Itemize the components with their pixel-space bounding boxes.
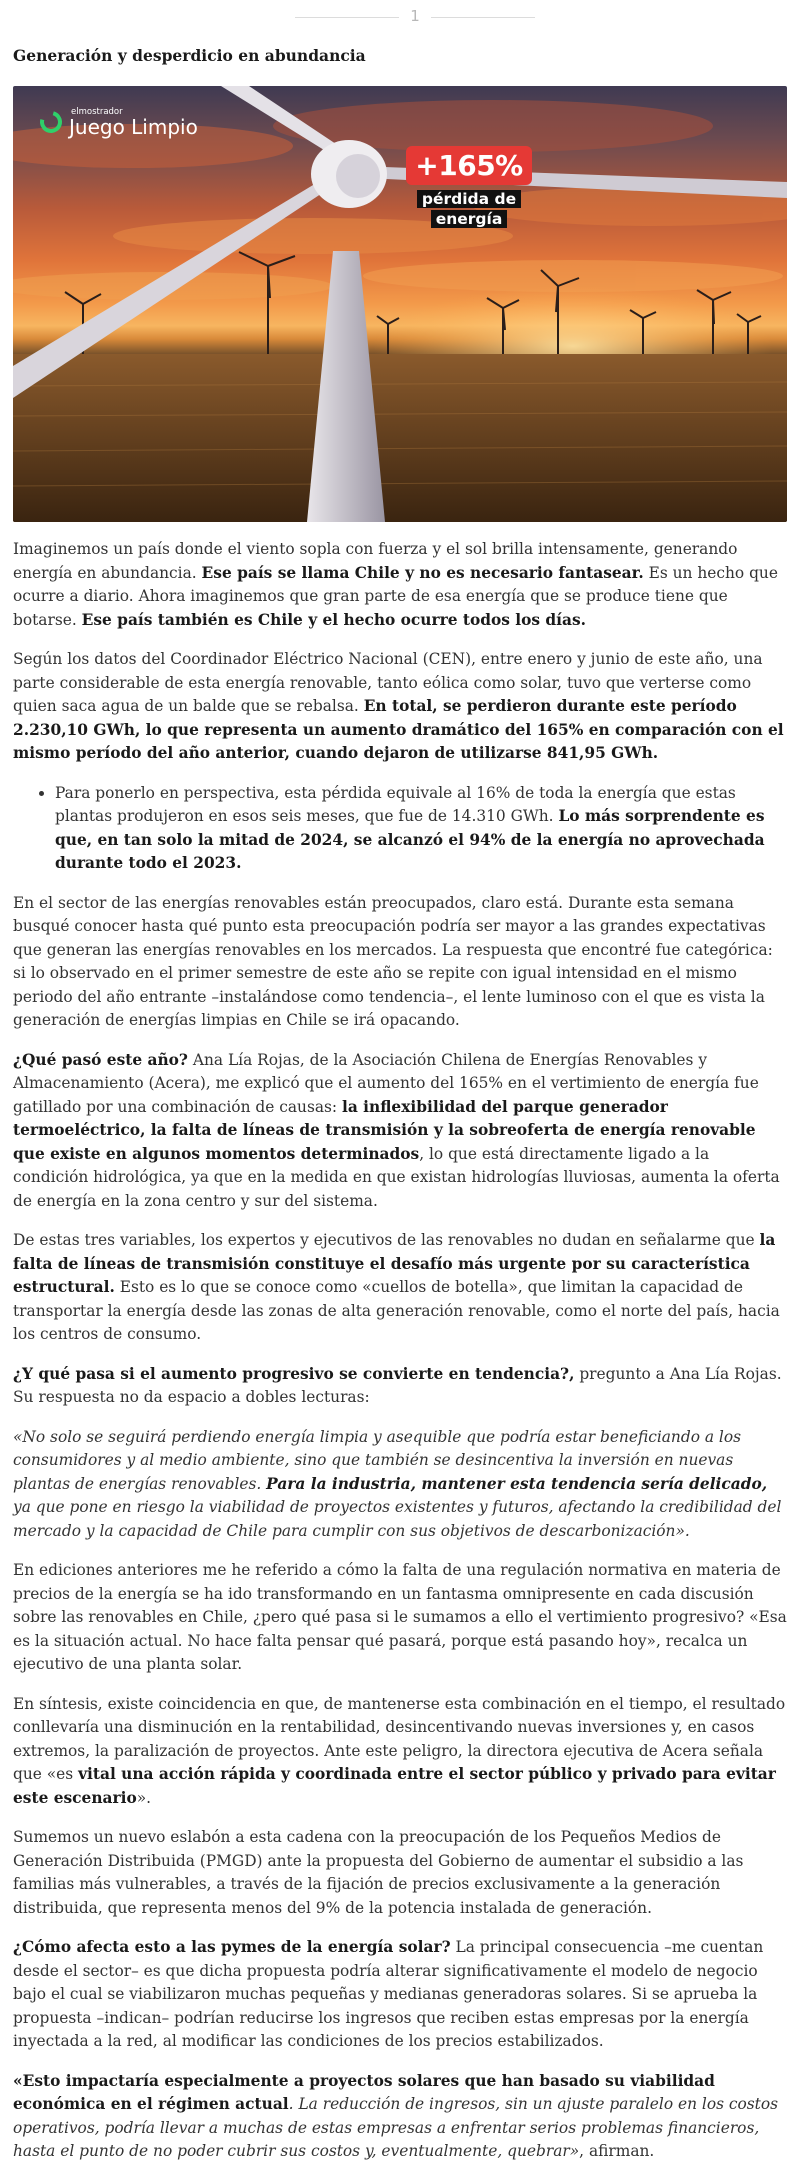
section-title: Generación y desperdicio en abundancia bbox=[13, 46, 366, 65]
italic-run: . La reducción de ingresos, sin un ajuste paralelo en los costos operativos, podría llevar a muchas de estas empresas a enfrentar serios problemas financieros, hasta el punto de no poder cubrir sus costos y, eventualmente, quebrar» bbox=[13, 2095, 779, 2160]
bold-run: la falta de líneas de transmisión constituye el desafío más urgente por su característica estructural. bbox=[13, 1231, 776, 1296]
text-run: Ana Lía Rojas, de la Asociación Chilena de Energías Renovables y Almacenamiento (Acera), me explicó que el aumento del 165% en el vertimiento de energía fue gatillado por una combinación de causas: bbox=[13, 1050, 759, 1116]
bold-run: la inflexibilidad del parque generador termoeléctrico, la falta de líneas de transmisión y la sobreoferta de energía renovable que existe en algunos momentos determinados bbox=[13, 1097, 756, 1163]
text-run: Para ponerlo en perspectiva, esta pérdida equivale al 16% de toda la energía que estas plantas produjeron en esos seis meses, que fue de 14.310 GWh. bbox=[55, 783, 736, 825]
paragraph bbox=[13, 648, 787, 766]
paragraph bbox=[13, 1049, 787, 1214]
wheat-field bbox=[13, 354, 787, 522]
text-run: ». bbox=[136, 1788, 152, 1807]
paragraph bbox=[13, 1693, 787, 1811]
bold-run: En total, se perdieron durante este período 2.230,10 GWh, lo que representa un aumento dramático del 165% en comparación con el mismo período del año anterior, cuando dejaron de utilizarse 841,95 GWh. bbox=[13, 697, 784, 762]
text-run: En síntesis, existe coincidencia en que, de mantenerse esta combinación en el tiempo, el resultado conllevaría una disminución en la rentabilidad, desincentivando nuevas inversiones y, en casos extremos, la paralización de proyectos. Ante este peligro, la directora ejecutiva de Acera señala que «es bbox=[13, 1694, 786, 1783]
text-run: Imaginemos un país donde el viento sopla con fuerza y el sol brilla intensamente, generando energía en abundancia. bbox=[13, 540, 738, 582]
paragraph bbox=[13, 1229, 787, 1347]
paragraph: Sumemos un nuevo eslabón a esta cadena con la preocupación de los Pequeños Medios de Generación Distribuida (PMGD) ante la propuesta del Gobierno de aumentar el subsidio a las familias más vulnerables, a través de la fijación de precios exclusivamente a la generación distribuida, que representa menos del 9% de la potencia instalada de generación. bbox=[13, 1828, 744, 1917]
paragraph bbox=[13, 538, 787, 632]
brand-text bbox=[69, 108, 198, 137]
page-number: 1 bbox=[410, 7, 420, 25]
paragraph bbox=[13, 1363, 787, 1410]
text-run: ya que pone en riesgo la viabilidad de proyectos existentes y futuros, afectando la credibilidad del mercado y la capacidad de Chile para cumplir con sus objetivos de descarbonización». bbox=[13, 1498, 782, 1540]
stat-label-line2: energía bbox=[431, 210, 508, 228]
bold-run: «Esto impactaría especialmente a proyectos solares que han basado su viabilidad económica en el régimen actual bbox=[13, 2071, 715, 2113]
text-run: , lo que está directamente ligado a la condición hidrológica, ya que en la medida en que existan hidrologías lluviosas, aumenta la oferta de energía en la zona centro y sur del sistema. bbox=[13, 1144, 780, 1210]
bullet-list bbox=[13, 782, 787, 876]
brand-main: Juego Limpio bbox=[69, 114, 198, 139]
brand-sub: elmostrador bbox=[71, 107, 123, 117]
bold-run: Ese país también es Chile y el hecho ocurre todos los días. bbox=[81, 610, 587, 629]
brand-ring-icon bbox=[36, 107, 66, 137]
stat-badge bbox=[405, 146, 533, 229]
paragraph: En ediciones anteriores me he referido a cómo la falta de una regulación normativa en materia de precios de la energía se ha ido transformando en un fantasma omnipresente en cada discusión sobre las renovables en Chile, ¿pero qué pasa si le sumamos a ello el vertimiento progresivo? «Esa es la situación actual. No hace falta pensar qué pasará, porque está pasando hoy», recalca un ejecutivo de una planta solar. bbox=[13, 1561, 787, 1673]
bold-run: vital una acción rápida y coordinada entre el sector público y privado para evitar este escenario bbox=[13, 1765, 776, 1807]
hero-image bbox=[13, 86, 787, 522]
bold-run: ¿Qué pasó este año? bbox=[13, 1050, 188, 1069]
list-item bbox=[55, 782, 787, 876]
brand-logo bbox=[40, 108, 198, 137]
stat-value: +165% bbox=[406, 146, 531, 185]
bold-run: ¿Cómo afecta esto a las pymes de la energía solar? bbox=[13, 1938, 451, 1956]
article-body bbox=[13, 538, 787, 2180]
bold-run: Para la industria, mantener esta tendencia sería delicado, bbox=[266, 1474, 768, 1493]
text-run: pregunto a Ana Lía Rojas. Su respuesta no da espacio a dobles lecturas: bbox=[13, 1364, 782, 1406]
paragraph bbox=[13, 1936, 787, 2054]
bold-run: Lo más sorprendente es que, en tan solo la mitad de 2024, se alcanzó el 94% de la energía no aprovechada durante todo el 2023. bbox=[55, 807, 765, 872]
bold-run: ¿Y qué pasa si el aumento progresivo se convierte en tendencia?, bbox=[13, 1364, 575, 1383]
divider-line-left bbox=[295, 17, 399, 18]
divider-line-right bbox=[431, 17, 535, 18]
bold-run: Ese país se llama Chile y no es necesario fantasear. bbox=[201, 563, 644, 582]
text-run: «No solo se seguirá perdiendo energía limpia y asequible que podría estar beneficiando a los consumidores y al medio ambiente, sino que también se desincentiva la inversión en nuevas plantas de energías renovables. bbox=[13, 1427, 742, 1493]
stat-label bbox=[405, 189, 533, 229]
stat-label-line1: pérdida de bbox=[417, 190, 521, 208]
text-run: La principal consecuencia –me cuentan desde el sector– es que dicha propuesta podría alterar significativamente el modelo de negocio bajo el cual se viabilizaron muchas pequeñas y medianas generadoras solares. Si se aprueba la propuesta –indican– podrían reducirse los ingresos que reciben estas empresas por la energía inyectada a la red, al modificar las condiciones de los precios estabilizados. bbox=[13, 1938, 764, 2050]
wind-farm-illustration bbox=[13, 86, 787, 522]
text-run: De estas tres variables, los expertos y ejecutivos de las renovables no dudan en señalarme que bbox=[13, 1231, 760, 1249]
paragraph bbox=[13, 2070, 787, 2164]
page-divider bbox=[13, 7, 787, 25]
paragraph: En el sector de las energías renovables están preocupados, claro está. Durante esta semana busqué conocer hasta qué punto esta preocupación podría ser mayor a las grandes expectativas que generan las energías renovables en los mercados. La respuesta que encontré fue categórica: si lo observado en el primer semestre de este año se repite con igual intensidad en el mismo periodo del año entrante –instalándose como tendencia–, el lente luminoso con el que es vista la generación de energías limpias en Chile se irá opacando. bbox=[13, 893, 773, 1029]
quote-paragraph bbox=[13, 1426, 787, 1544]
text-run: Según los datos del Coordinador Eléctrico Nacional (CEN), entre enero y junio de este año, una parte considerable de esta energía renovable, tanto eólica como solar, tuvo que verterse como quien saca agua de un balde que se rebalsa. bbox=[13, 650, 763, 715]
text-run: Es un hecho que ocurre a diario. Ahora imaginemos que gran parte de esa energía que se produce tiene que botarse. bbox=[13, 563, 778, 629]
text-run: , afirman. bbox=[579, 2142, 655, 2160]
text-run: Esto es lo que se conoce como «cuellos de botella», que limitan la capacidad de transportar la energía desde las zonas de alta generación renovable, como el norte del país, hacia los centros de consumo. bbox=[13, 1278, 780, 1343]
